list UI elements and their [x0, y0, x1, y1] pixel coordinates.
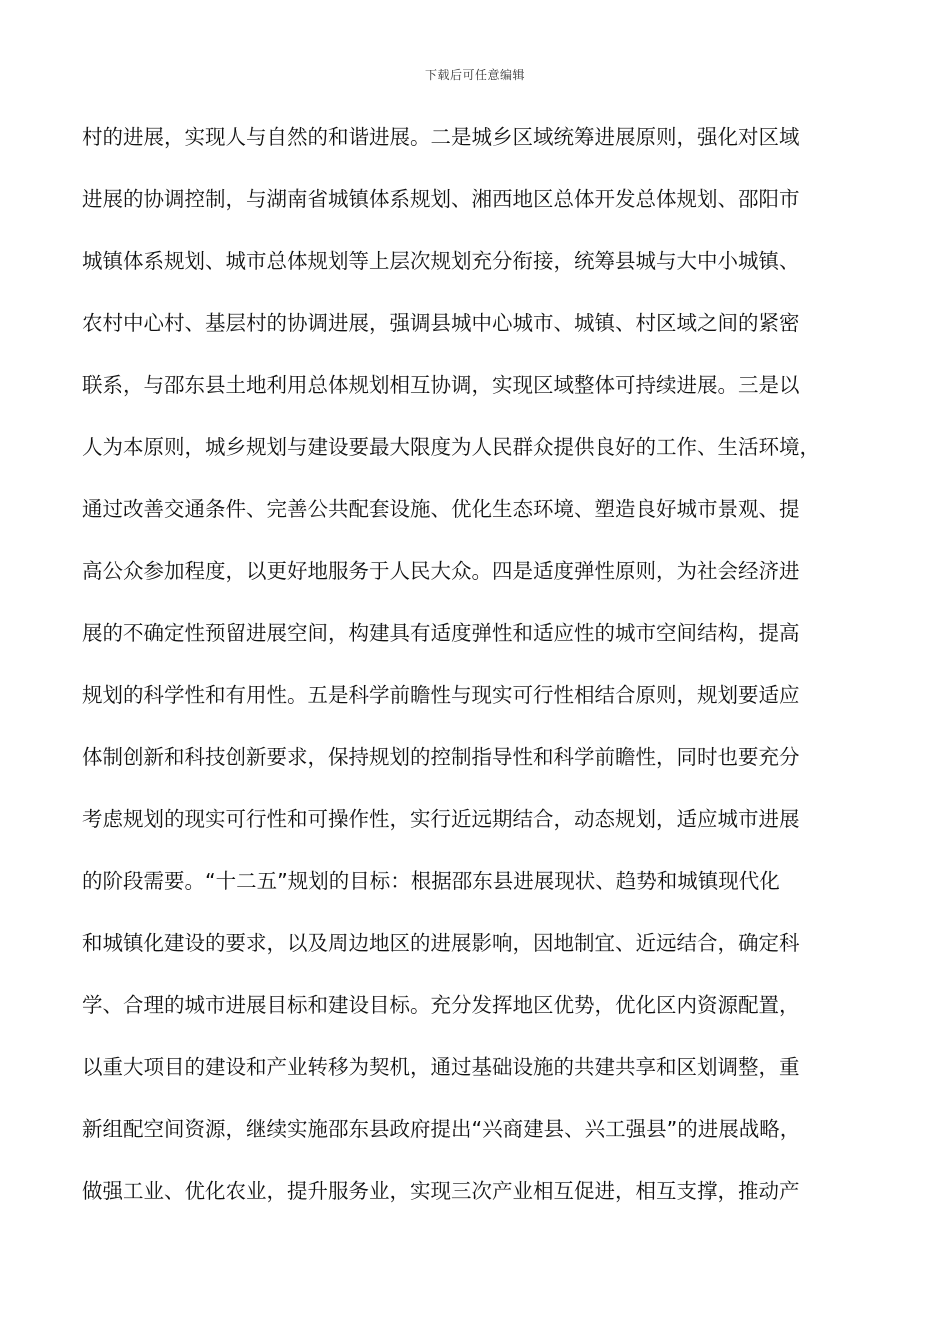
text-line: 展的不确定性预留进展空间，构建具有适度弹性和适应性的城市空间结构，提高 [82, 621, 800, 645]
body-text [82, 114, 882, 1230]
text-line: 考虑规划的现实可行性和可操作性，实行近远期结合，动态规划，适应城市进展 [82, 807, 800, 831]
text-line: 联系，与邵东县土地利用总体规划相互协调，实现区域整体可持续进展。三是以 [82, 373, 800, 397]
text-line: 和城镇化建设的要求，以及周边地区的进展影响，因地制宜、近远结合，确定科 [82, 931, 800, 955]
text-line: 人为本原则，城乡规划与建设要最大限度为人民群众提供良好的工作、生活环境， [82, 435, 820, 459]
text-line: 的阶段需要。“十二五”规划的目标：根据邵东县进展现状、趋势和城镇现代化 [82, 869, 780, 893]
text-line: 进展的协调控制，与湖南省城镇体系规划、湘西地区总体开发总体规划、邵阳市 [82, 187, 800, 211]
text-line: 体制创新和科技创新要求，保持规划的控制指导性和科学前瞻性，同时也要充分 [82, 745, 800, 769]
text-line: 以重大项目的建设和产业转移为契机，通过基础设施的共建共享和区划调整，重 [82, 1055, 800, 1079]
text-line: 新组配空间资源，继续实施邵东县政府提出“兴商建县、兴工强县”的进展战略， [82, 1117, 801, 1141]
text-line: 规划的科学性和有用性。五是科学前瞻性与现实可行性相结合原则，规划要适应 [82, 683, 800, 707]
text-line: 学、合理的城市进展目标和建设目标。充分发挥地区优势，优化区内资源配置， [82, 993, 800, 1017]
text-line: 村的进展，实现人与自然的和谐进展。二是城乡区域统筹进展原则，强化对区域 [82, 125, 800, 149]
text-line: 通过改善交通条件、完善公共配套设施、优化生态环境、塑造良好城市景观、提 [82, 497, 800, 521]
text-line: 做强工业、优化农业，提升服务业，实现三次产业相互促进，相互支撑，推动产 [82, 1179, 800, 1203]
text-line: 高公众参加程度，以更好地服务于人民大众。四是适度弹性原则，为社会经济进 [82, 559, 800, 583]
text-line: 城镇体系规划、城市总体规划等上层次规划充分衔接，统筹县城与大中小城镇、 [82, 249, 800, 273]
text-line: 农村中心村、基层村的协调进展，强调县城中心城市、城镇、村区域之间的紧密 [82, 311, 800, 335]
page-header: 下载后可任意编辑 [424, 68, 525, 82]
